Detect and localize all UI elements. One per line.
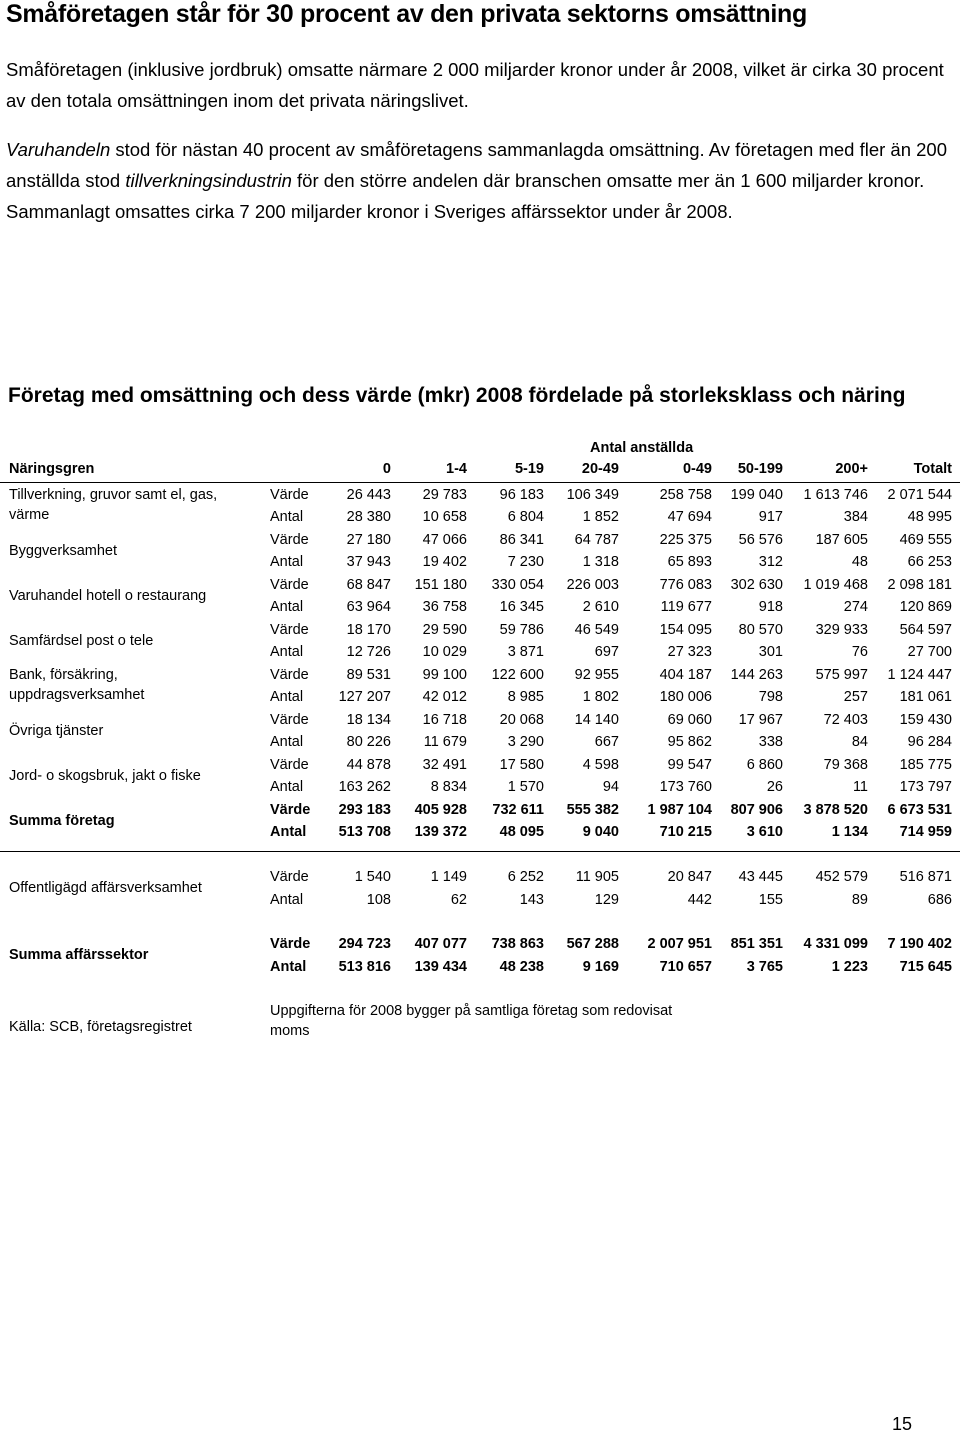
row-measure-label: Värde (270, 487, 309, 503)
table-cell: 187 605 (815, 532, 868, 548)
table-cell: 302 630 (730, 577, 783, 593)
row-measure-label: Antal (270, 824, 307, 840)
table-cell: 65 893 (667, 554, 712, 570)
row-measure-label: Antal (270, 689, 304, 705)
table-cell: 8 985 (507, 689, 544, 705)
table-row (0, 822, 960, 844)
table-cell: 119 677 (660, 599, 712, 615)
header-divider (0, 482, 960, 483)
branch-name: Bank, försäkring, uppdragsverksamhet (9, 667, 145, 703)
table-cell: 686 (927, 892, 952, 908)
table-row (0, 485, 960, 507)
table-row (0, 732, 960, 754)
table-cell: 312 (758, 554, 783, 570)
table-cell: 181 061 (899, 689, 952, 705)
table-cell: 173 760 (659, 779, 712, 795)
table-cell: 1 570 (507, 779, 544, 795)
table-row (0, 867, 960, 889)
table-cell: 6 804 (507, 509, 544, 525)
detail-text-2: för den större andelen där branschen omsatte mer än 1 600 miljarder kronor. Sammanlagt omsattes cirka 7 200 miljarder kronor i Sveriges affärssektor under år 2008. (6, 170, 925, 222)
table-cell: 99 100 (422, 667, 467, 683)
table-cell: 26 (766, 779, 783, 795)
table-cell: 452 579 (815, 869, 868, 885)
table-cell: 66 253 (907, 554, 952, 570)
table-cell: 1 134 (831, 824, 868, 840)
table-cell: 2 007 951 (647, 936, 712, 952)
detail-text-1: stod för nästan 40 procent av småföretagens sammanlagda omsättning. Av företagen med fler än 200 anställda stod (6, 139, 948, 191)
table-cell: 139 434 (414, 959, 467, 975)
table-cell: 330 054 (491, 577, 544, 593)
table-cell: 76 (851, 644, 868, 660)
table-cell: 151 180 (414, 577, 467, 593)
table-cell: 404 187 (659, 667, 712, 683)
table-cell: 715 645 (899, 959, 952, 975)
row-measure-label: Värde (270, 667, 309, 683)
table-cell: 139 372 (414, 824, 467, 840)
table-cell: 513 816 (338, 959, 391, 975)
table-row (0, 642, 960, 664)
table-cell: 80 226 (346, 734, 391, 750)
table-row (0, 530, 960, 552)
table-cell: 18 134 (346, 712, 391, 728)
table-cell: 20 068 (499, 712, 544, 728)
table-cell: 143 (519, 892, 544, 908)
table-cell: 20 847 (667, 869, 712, 885)
table-cell: 667 (594, 734, 619, 750)
table-row (0, 800, 960, 822)
table-cell: 301 (758, 644, 783, 660)
row-measure-label: Värde (270, 712, 309, 728)
table-cell: 122 600 (491, 667, 544, 683)
row-measure-label: Värde (270, 577, 309, 593)
table-cell: 27 323 (667, 644, 712, 660)
table-cell: 11 679 (423, 734, 467, 750)
row-measure-label: Antal (270, 599, 304, 615)
table-cell: 442 (687, 892, 712, 908)
table-cell: 27 700 (907, 644, 952, 660)
table-cell: 16 718 (422, 712, 467, 728)
table-cell: 10 658 (422, 509, 467, 525)
row-measure-label: Värde (270, 532, 309, 548)
table-cell: 7 230 (507, 554, 544, 570)
table-cell: 14 140 (574, 712, 619, 728)
table-row (0, 575, 960, 597)
table-cell: 79 368 (823, 757, 868, 773)
table-cell: 89 (851, 892, 868, 908)
table-cell: 48 095 (499, 824, 544, 840)
table-cell: 564 597 (899, 622, 952, 638)
table-cell: 567 288 (566, 936, 619, 952)
table-cell: 405 928 (414, 802, 467, 818)
table-cell: 3 878 520 (803, 802, 868, 818)
table-cell: 62 (450, 892, 467, 908)
table-cell: 1 223 (831, 959, 868, 975)
table-cell: 8 834 (430, 779, 467, 795)
table-divider (0, 851, 960, 852)
branch-name: Övriga tjänster (9, 723, 104, 739)
branch-name: Jord- o skogsbruk, jakt o fiske (9, 768, 201, 784)
table-cell: 64 787 (574, 532, 619, 548)
row-measure-label: Antal (270, 959, 307, 975)
table-cell: 46 549 (574, 622, 619, 638)
table-cell: 18 170 (346, 622, 391, 638)
table-cell: 89 531 (346, 667, 391, 683)
column-header: 0-49 (682, 461, 712, 477)
table-cell: 6 860 (746, 757, 783, 773)
table-row (0, 957, 960, 979)
table-cell: 17 580 (499, 757, 544, 773)
table-cell: 3 610 (746, 824, 783, 840)
table-cell: 2 098 181 (887, 577, 952, 593)
table-cell: 918 (758, 599, 783, 615)
table-cell: 225 375 (659, 532, 712, 548)
page-heading: Småföretagen står för 30 procent av den privata sektorns omsättning (6, 0, 807, 28)
table-cell: 48 995 (907, 509, 952, 525)
table-cell: 173 797 (899, 779, 952, 795)
table-cell: 95 862 (667, 734, 712, 750)
table-cell: 2 071 544 (887, 487, 952, 503)
table-cell: 106 349 (566, 487, 619, 503)
table-cell: 798 (758, 689, 783, 705)
table-cell: 144 263 (730, 667, 783, 683)
column-header: 0 (382, 461, 391, 477)
table-cell: 37 943 (346, 554, 391, 570)
table-cell: 1 149 (430, 869, 467, 885)
table-cell: 159 430 (899, 712, 952, 728)
row-measure-label: Antal (270, 509, 304, 525)
table-cell: 59 786 (499, 622, 544, 638)
table-title: Företag med omsättning och dess värde (mkr) 2008 fördelade på storleksklass och näring (8, 384, 906, 407)
table-cell: 710 215 (659, 824, 712, 840)
table-cell: 32 491 (422, 757, 467, 773)
table-cell: 258 758 (659, 487, 712, 503)
table-cell: 710 657 (659, 959, 712, 975)
table-cell: 127 207 (338, 689, 391, 705)
table-cell: 776 083 (659, 577, 712, 593)
branch-name: Samfärdsel post o tele (9, 633, 154, 649)
page-number: 15 (891, 1414, 912, 1434)
emphasis-tillverkningsindustrin: tillverkningsindustrin (125, 170, 292, 191)
table-cell: 94 (602, 779, 619, 795)
row-measure-label: Antal (270, 892, 304, 908)
row-measure-label: Antal (270, 734, 304, 750)
table-cell: 6 252 (507, 869, 544, 885)
table-cell: 19 402 (422, 554, 467, 570)
table-row (0, 665, 960, 687)
table-cell: 68 847 (346, 577, 391, 593)
column-header: Totalt (913, 461, 952, 477)
table-cell: 3 765 (746, 959, 783, 975)
branch-name: Byggverksamhet (9, 543, 117, 559)
table-cell: 43 445 (738, 869, 783, 885)
table-cell: 3 290 (507, 734, 544, 750)
table-cell: 1 613 746 (803, 487, 868, 503)
table-cell: 12 726 (346, 644, 391, 660)
table-cell: 469 555 (899, 532, 952, 548)
table-row (0, 755, 960, 777)
table-row (0, 552, 960, 574)
table-cell: 154 095 (659, 622, 712, 638)
table-cell: 26 443 (346, 487, 391, 503)
table-cell: 129 (594, 892, 619, 908)
table-cell: 329 933 (815, 622, 868, 638)
table-cell: 199 040 (730, 487, 783, 503)
row-measure-label: Värde (270, 869, 309, 885)
branch-name: Tillverkning, gruvor samt el, gas, värme (9, 487, 218, 523)
table-row (0, 934, 960, 956)
row-measure-label: Värde (270, 757, 309, 773)
table-cell: 1 019 468 (803, 577, 868, 593)
column-header: 20-49 (581, 461, 619, 477)
table-cell: 6 673 531 (887, 802, 952, 818)
table-cell: 714 959 (899, 824, 952, 840)
row-measure-label: Värde (270, 936, 311, 952)
table-cell: 17 967 (738, 712, 783, 728)
table-cell: 185 775 (899, 757, 952, 773)
table-cell: 4 598 (582, 757, 619, 773)
table-cell: 92 955 (574, 667, 619, 683)
table-cell: 738 863 (491, 936, 544, 952)
table-cell: 7 190 402 (887, 936, 952, 952)
table-row (0, 597, 960, 619)
table-cell: 180 006 (659, 689, 712, 705)
table-cell: 10 029 (422, 644, 467, 660)
table-cell: 29 590 (422, 622, 467, 638)
table-cell: 3 871 (507, 644, 544, 660)
table-cell: 1 802 (582, 689, 619, 705)
table-cell: 48 238 (499, 959, 544, 975)
table-cell: 1 852 (582, 509, 619, 525)
table-cell: 108 (366, 892, 391, 908)
table-cell: 11 (852, 779, 868, 795)
table-cell: 732 611 (492, 802, 544, 818)
table-row (0, 777, 960, 799)
intro-paragraph: Småföretagen (inklusive jordbruk) omsatte närmare 2 000 miljarder kronor under år 2008, vilket är cirka 30 procent av den totala omsättningen inom det privata näringslivet. (6, 59, 944, 111)
table-cell: 293 183 (338, 802, 391, 818)
table-cell: 226 003 (566, 577, 619, 593)
table-cell: 807 906 (730, 802, 783, 818)
emphasis-varuhandeln: Varuhandeln (6, 139, 111, 160)
table-cell: 69 060 (667, 712, 712, 728)
table-cell: 1 318 (582, 554, 619, 570)
row-measure-label: Antal (270, 554, 304, 570)
row-measure-label: Värde (270, 802, 311, 818)
table-cell: 9 169 (582, 959, 619, 975)
table-cell: 917 (758, 509, 783, 525)
row-measure-label: Antal (270, 779, 304, 795)
table-cell: 338 (758, 734, 783, 750)
table-row (0, 620, 960, 642)
column-header: 1-4 (446, 461, 467, 477)
table-cell: 294 723 (338, 936, 391, 952)
table-cell: 11 905 (575, 869, 619, 885)
table-cell: 47 066 (422, 532, 467, 548)
table-cell: 86 341 (499, 532, 544, 548)
table-source: Källa: SCB, företagsregistret (9, 1019, 192, 1035)
column-header: 50-199 (737, 461, 783, 477)
table-cell: 47 694 (667, 509, 712, 525)
table-cell: 16 345 (499, 599, 544, 615)
table-cell: 72 403 (823, 712, 868, 728)
table-cell: 516 871 (899, 869, 952, 885)
table-cell: 48 (851, 554, 868, 570)
table-row (0, 507, 960, 529)
table-note: Uppgifterna för 2008 bygger på samtliga företag som redovisat moms (270, 1003, 673, 1039)
row-measure-label: Antal (270, 644, 304, 660)
table-cell: 257 (843, 689, 868, 705)
table-cell: 513 708 (338, 824, 391, 840)
group-header: Antal anställda (590, 440, 694, 456)
table-cell: 1 124 447 (887, 667, 952, 683)
table-cell: 96 284 (907, 734, 952, 750)
row-measure-label: Värde (270, 622, 309, 638)
table-cell: 163 262 (338, 779, 391, 795)
table-row (0, 710, 960, 732)
table-row (0, 687, 960, 709)
table-cell: 1 987 104 (647, 802, 712, 818)
table-cell: 851 351 (730, 936, 783, 952)
branch-name: Summa företag (9, 813, 115, 829)
table-cell: 555 382 (566, 802, 619, 818)
table-cell: 63 964 (346, 599, 391, 615)
table-header-row (0, 459, 960, 483)
table-cell: 1 540 (354, 869, 391, 885)
table-cell: 96 183 (499, 487, 544, 503)
table-cell: 9 040 (582, 824, 619, 840)
table-cell: 84 (851, 734, 868, 750)
table-cell: 27 180 (346, 532, 391, 548)
table-cell: 575 997 (815, 667, 868, 683)
table-row (0, 890, 960, 912)
table-cell: 4 331 099 (803, 936, 868, 952)
table-cell: 44 878 (346, 757, 391, 773)
branch-name: Summa affärssektor (9, 947, 149, 963)
table-cell: 407 077 (414, 936, 467, 952)
table-cell: 155 (758, 892, 783, 908)
table-cell: 697 (594, 644, 619, 660)
table-cell: 99 547 (667, 757, 712, 773)
table-cell: 29 783 (422, 487, 467, 503)
column-header: 200+ (835, 461, 868, 477)
table-cell: 28 380 (346, 509, 391, 525)
branch-name: Varuhandel hotell o restaurang (9, 588, 207, 604)
table-cell: 56 576 (738, 532, 783, 548)
table-cell: 2 610 (582, 599, 619, 615)
table-cell: 36 758 (422, 599, 467, 615)
branch-name: Offentligägd affärsverksamhet (9, 880, 202, 896)
table-cell: 384 (843, 509, 868, 525)
detail-paragraph (6, 134, 951, 227)
column-header-naringsgren: Näringsgren (9, 461, 95, 477)
table-cell: 42 012 (422, 689, 467, 705)
table-cell: 120 869 (899, 599, 952, 615)
table-cell: 80 570 (738, 622, 783, 638)
column-header: 5-19 (514, 461, 544, 477)
table-cell: 274 (843, 599, 868, 615)
